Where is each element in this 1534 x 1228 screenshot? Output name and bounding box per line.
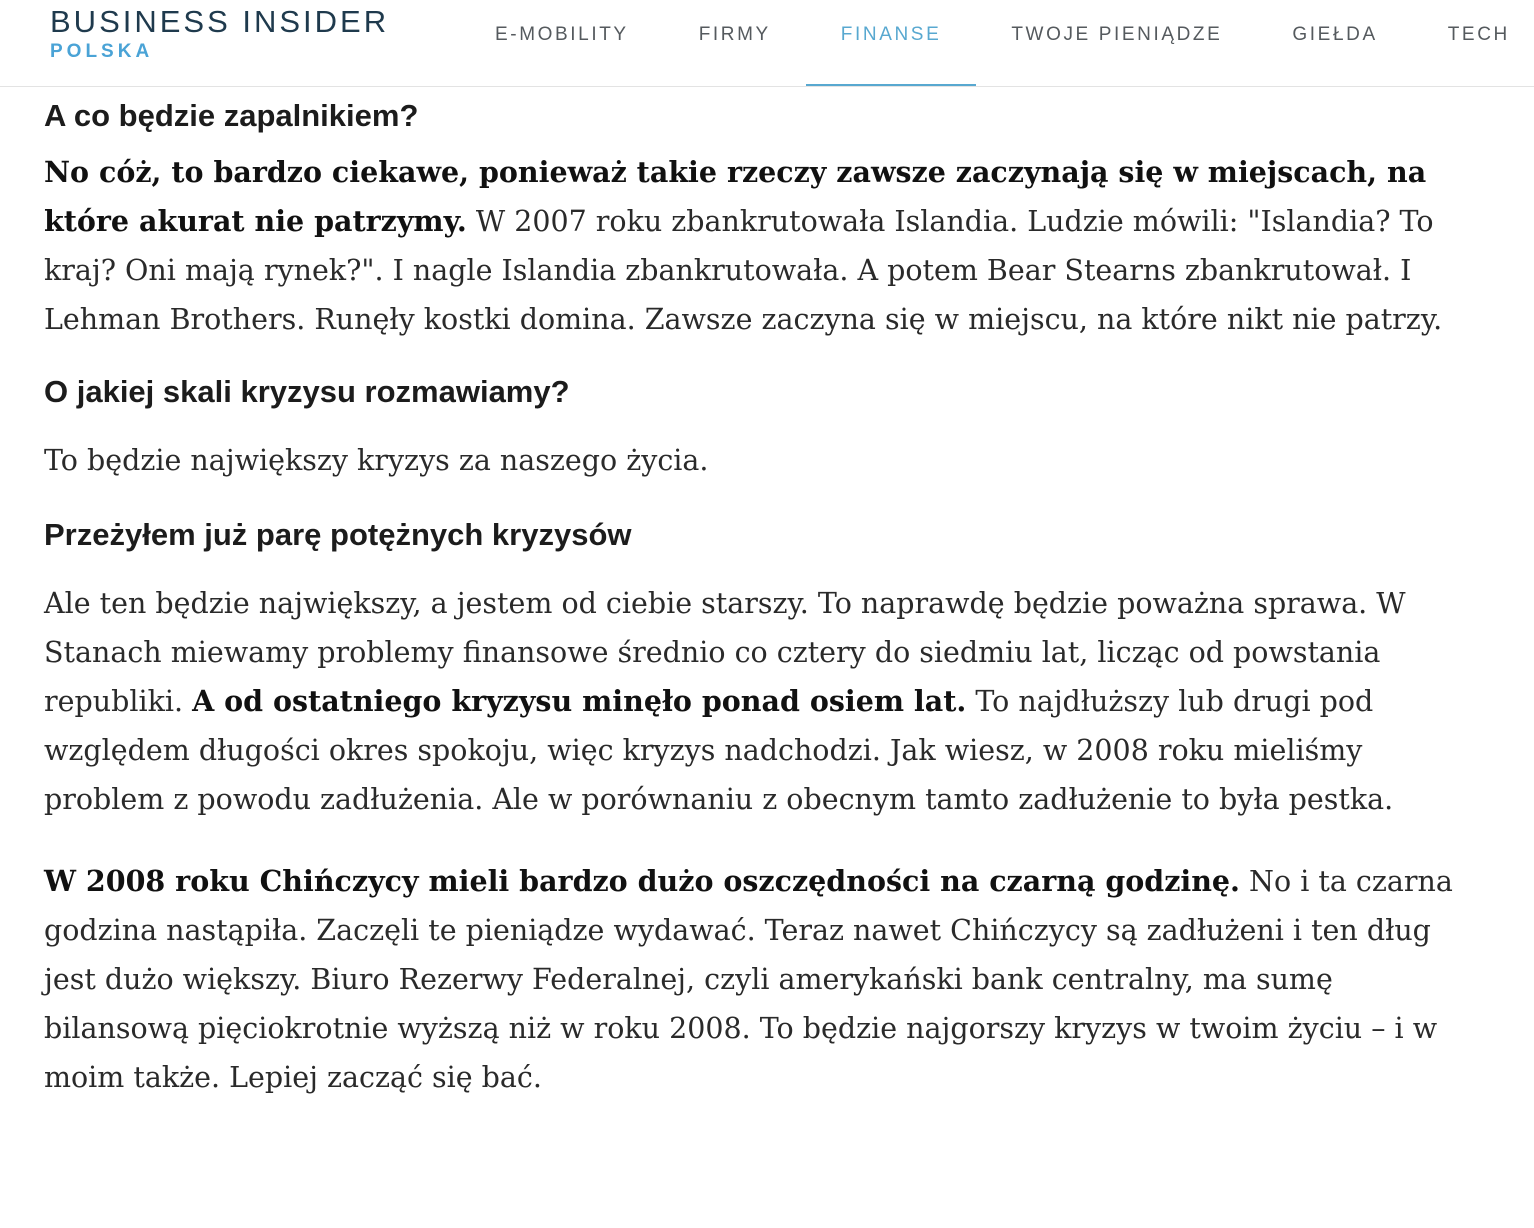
answer-text: To najdłuższy lub drugi pod względem długości okres spokoju, więc kryzys nadchodzi. Jak wiesz, w 2008 roku mieliśmy problem z powodu zadłużenia. Ale w porównaniu z obecnym tamto zadłużenie to była pestka. xyxy=(44,685,1394,816)
answer-highlight: A od ostatniego kryzysu minęło ponad osiem lat. xyxy=(192,684,967,718)
answer-text: Ale ten będzie największy, a jestem od ciebie starszy. To naprawdę będzie poważna sprawa. W Stanach miewamy problemy finansowe średnio co cztery do siedmiu lat, licząc od powstania republiki. xyxy=(44,587,1406,718)
answer-paragraph xyxy=(44,579,1454,824)
answer-paragraph xyxy=(44,857,1454,1102)
site-logo[interactable] xyxy=(50,4,389,63)
site-header xyxy=(0,0,1534,87)
nav-item-gielda[interactable]: GIEŁDA xyxy=(1292,24,1378,45)
main-nav xyxy=(460,0,1534,86)
answer-paragraph: To będzie największy kryzys za naszego życia. xyxy=(44,444,709,477)
answer-highlight: W 2008 roku Chińczycy mieli bardzo dużo oszczędności na czarną godzinę. xyxy=(44,864,1240,898)
nav-item-tech[interactable]: TECH xyxy=(1447,24,1510,45)
interview-question: O jakiej skali kryzysu rozmawiamy? xyxy=(44,374,570,409)
nav-item-finanse[interactable]: FINANSE xyxy=(806,0,977,86)
nav-item-e-mobility[interactable]: E-MOBILITY xyxy=(495,24,629,45)
article-body xyxy=(44,88,1454,1102)
logo-main-text: BUSINESS INSIDER xyxy=(50,4,390,39)
answer-text: W 2007 roku zbankrutowała Islandia. Ludzie mówili: "Islandia? To kraj? Oni mają rynek?". I nagle Islandia zbankrutowała. A potem Bear Stearns zbankrutował. I Lehman Brothers. Runęły kostki domina. Zawsze zaczyna się w miejscu, na które nikt nie patrzy. xyxy=(44,205,1443,336)
answer-highlight: No cóż, to bardzo ciekawe, ponieważ takie rzeczy zawsze zaczynają się w miejscach, na które akurat nie patrzymy. xyxy=(44,155,1427,238)
nav-item-firmy[interactable]: FIRMY xyxy=(698,24,771,45)
interview-question: A co będzie zapalnikiem? xyxy=(44,98,419,133)
answer-text: No i ta czarna godzina nastąpiła. Zaczęli te pieniądze wydawać. Teraz nawet Chińczycy są zadłużeni i ten dług jest dużo większy. Biuro Rezerwy Federalnej, czyli amerykański bank centralny, ma sumę bilansową pięciokrotnie wyższą niż w roku 2008. To będzie najgorszy kryzys w twoim życiu – i w moim także. Lepiej zacząć się bać. xyxy=(44,865,1453,1094)
nav-item-twoje-pieniadze[interactable]: TWOJE PIENIĄDZE xyxy=(1011,24,1223,45)
logo-sub-text: POLSKA xyxy=(50,41,154,62)
interview-question: Przeżyłem już parę potężnych kryzysów xyxy=(44,517,632,552)
answer-paragraph xyxy=(44,148,1454,344)
